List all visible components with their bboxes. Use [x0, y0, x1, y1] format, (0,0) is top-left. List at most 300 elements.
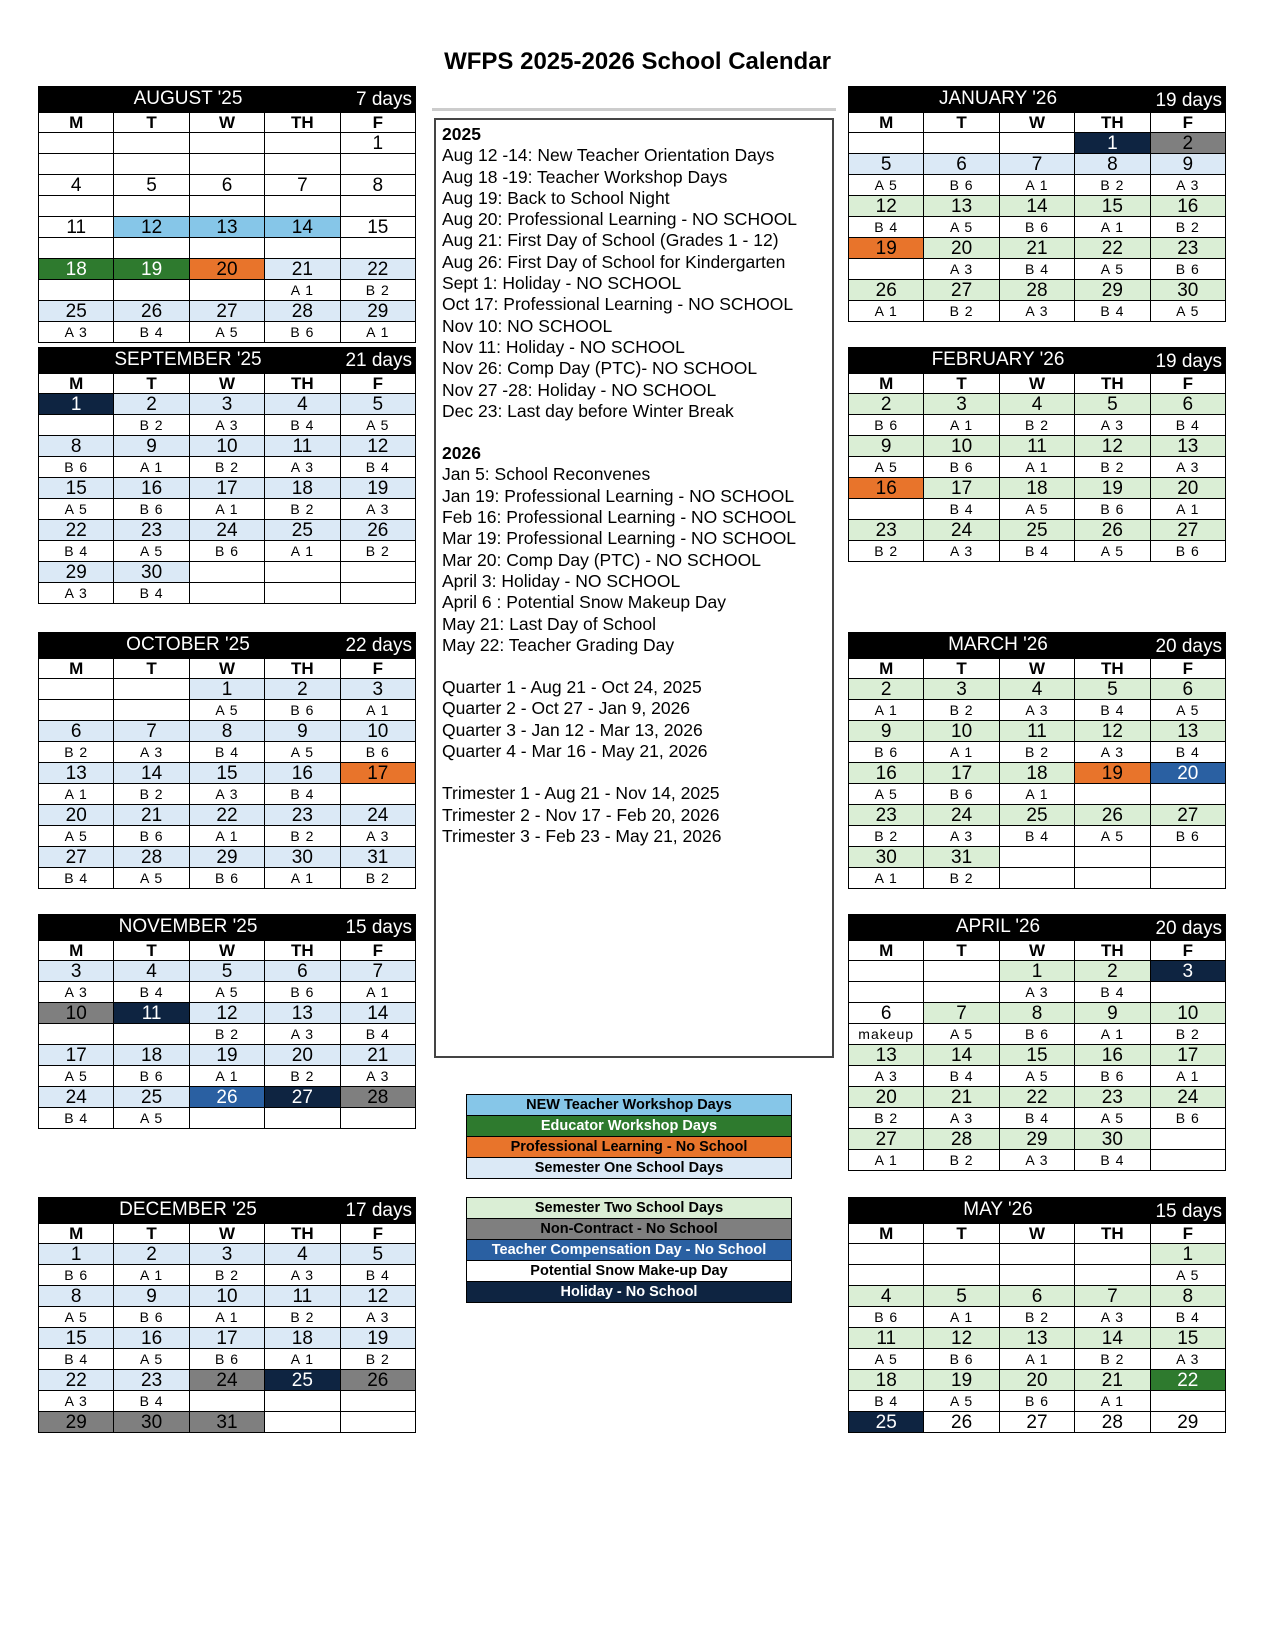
date-cell [1075, 1244, 1150, 1265]
day-code-cell: B 4 [265, 784, 340, 805]
page-title: WFPS 2025-2026 School Calendar [444, 48, 831, 75]
day-code-cell: B 4 [265, 415, 340, 436]
date-cell: 28 [999, 280, 1074, 301]
week-day-code-row [849, 499, 1226, 520]
day-code-cell: B 4 [924, 1066, 999, 1087]
day-code-cell: B 6 [265, 322, 340, 343]
date-cell: 19 [189, 1045, 264, 1066]
day-code-cell: A 3 [39, 982, 114, 1003]
day-code-cell: A 5 [189, 982, 264, 1003]
date-cell: 17 [340, 763, 415, 784]
date-cell: 10 [1150, 1003, 1225, 1024]
day-code-cell: B 6 [924, 457, 999, 478]
day-code-cell: A 3 [265, 1024, 340, 1045]
date-cell: 22 [1150, 1370, 1225, 1391]
day-code-cell: A 5 [1150, 700, 1225, 721]
date-cell: 10 [189, 436, 264, 457]
week-date-row [849, 238, 1226, 259]
month-grid [38, 940, 416, 1129]
day-code-cell: B 6 [924, 784, 999, 805]
week-date-row [849, 520, 1226, 541]
day-code-cell: A 3 [340, 826, 415, 847]
date-cell: 5 [114, 175, 189, 196]
date-cell: 31 [340, 847, 415, 868]
legend-row [467, 1095, 792, 1116]
weekday-header: T [924, 659, 999, 679]
date-cell: 18 [265, 478, 340, 499]
day-code-cell: B 6 [39, 1265, 114, 1286]
date-cell [39, 679, 114, 700]
day-code-cell: B 2 [340, 280, 415, 301]
date-cell: 15 [39, 478, 114, 499]
day-code-cell: A 1 [265, 541, 340, 562]
day-code-cell: A 5 [849, 784, 924, 805]
date-cell: 3 [189, 1244, 264, 1265]
date-cell: 27 [1150, 520, 1225, 541]
day-code-cell [340, 583, 415, 604]
important-dates-panel [434, 118, 834, 1058]
date-cell [924, 133, 999, 154]
week-date-row [849, 721, 1226, 742]
week-day-code-row [849, 1349, 1226, 1370]
day-code-cell: A 1 [924, 742, 999, 763]
date-cell: 25 [39, 301, 114, 322]
day-code-cell: B 4 [114, 1391, 189, 1412]
day-code-cell: A 5 [1075, 541, 1150, 562]
legend-row [467, 1116, 792, 1137]
day-code-cell: B 4 [924, 499, 999, 520]
weekday-header: T [924, 1224, 999, 1244]
day-code-cell: B 4 [1075, 700, 1150, 721]
date-cell: 21 [999, 238, 1074, 259]
day-code-cell: A 1 [1075, 217, 1150, 238]
day-code-cell: B 4 [999, 1108, 1074, 1129]
day-code-cell: A 1 [1150, 1066, 1225, 1087]
day-code-cell [1150, 784, 1225, 805]
date-cell: 11 [849, 1328, 924, 1349]
date-cell: 18 [999, 478, 1074, 499]
day-code-cell [924, 1265, 999, 1286]
weekday-header: M [849, 659, 924, 679]
week-date-row [39, 394, 416, 415]
date-cell [999, 133, 1074, 154]
legend-row [467, 1198, 792, 1219]
day-code-cell: A 1 [189, 1066, 264, 1087]
year-heading: 2025 [442, 124, 481, 144]
week-date-row [39, 562, 416, 583]
weekday-header: M [39, 1224, 114, 1244]
quarter-line: Quarter 2 - Oct 27 - Jan 9, 2026 [442, 698, 691, 719]
day-code-cell: B 6 [849, 415, 924, 436]
day-code-cell: B 4 [1150, 742, 1225, 763]
day-code-cell [189, 154, 264, 175]
date-cell: 5 [1075, 394, 1150, 415]
date-cell: 30 [114, 1412, 189, 1433]
month-october [38, 632, 416, 889]
week-day-code-row [849, 541, 1226, 562]
weekday-header: TH [265, 941, 340, 961]
month-name: SEPTEMBER '25 [114, 349, 262, 370]
date-cell: 9 [114, 436, 189, 457]
date-cell: 15 [1075, 196, 1150, 217]
day-code-cell [114, 280, 189, 301]
day-code-cell: B 2 [189, 1265, 264, 1286]
date-cell: 12 [924, 1328, 999, 1349]
date-cell: 22 [39, 1370, 114, 1391]
date-cell [924, 961, 999, 982]
date-cell: 6 [924, 154, 999, 175]
date-cell: 14 [999, 196, 1074, 217]
date-cell: 12 [340, 1286, 415, 1307]
date-cell: 10 [340, 721, 415, 742]
date-cell: 24 [189, 1370, 264, 1391]
week-day-code-row [849, 1265, 1226, 1286]
month-name: AUGUST '25 [133, 88, 243, 109]
weekday-header-row [849, 941, 1226, 961]
day-code-cell [39, 154, 114, 175]
day-code-cell: A 3 [39, 1391, 114, 1412]
week-day-code-row [849, 784, 1226, 805]
weekday-header: W [999, 374, 1074, 394]
day-code-cell: A 5 [189, 700, 264, 721]
date-cell: 20 [39, 805, 114, 826]
day-code-cell: B 4 [849, 217, 924, 238]
weekday-header: W [189, 113, 264, 133]
date-cell: 4 [999, 679, 1074, 700]
weekday-header-row [39, 1224, 416, 1244]
day-code-cell: B 6 [114, 499, 189, 520]
month-grid [848, 1223, 1226, 1433]
week-date-row [39, 1286, 416, 1307]
week-date-row [39, 763, 416, 784]
day-code-cell: A 1 [340, 322, 415, 343]
date-cell: 13 [1150, 436, 1225, 457]
week-day-code-row [39, 583, 416, 604]
important-date-line: Mar 19: Professional Learning - NO SCHOOL [442, 528, 797, 549]
weekday-header: TH [265, 1224, 340, 1244]
day-code-cell: A 3 [189, 415, 264, 436]
day-code-cell: A 3 [849, 1066, 924, 1087]
date-cell: 22 [340, 259, 415, 280]
month-header [848, 86, 1226, 112]
date-cell: 8 [999, 1003, 1074, 1024]
important-date-line: Aug 26: First Day of School for Kindergarten [442, 251, 786, 272]
day-code-cell: B 2 [1150, 1024, 1225, 1045]
day-code-cell: A 5 [1150, 301, 1225, 322]
date-cell: 2 [849, 679, 924, 700]
month-name: OCTOBER '25 [126, 634, 250, 655]
important-date-line: Jan 19: Professional Learning - NO SCHOOL [442, 485, 795, 506]
date-cell: 16 [849, 478, 924, 499]
weekday-header: T [924, 374, 999, 394]
date-cell: 26 [924, 1412, 999, 1433]
legend-item: Semester One School Days [467, 1158, 792, 1179]
date-cell: 30 [849, 847, 924, 868]
week-day-code-row [39, 700, 416, 721]
day-code-cell: A 3 [340, 1066, 415, 1087]
day-code-cell [340, 784, 415, 805]
day-code-cell: A 5 [114, 1108, 189, 1129]
date-cell [849, 133, 924, 154]
legend-item: Holiday - No School [467, 1282, 792, 1303]
day-code-cell [39, 196, 114, 217]
month-april [848, 914, 1226, 1171]
date-cell: 24 [1150, 1087, 1225, 1108]
date-cell: 25 [265, 520, 340, 541]
day-code-cell [114, 196, 189, 217]
day-code-cell: A 5 [39, 1307, 114, 1328]
date-cell: 16 [849, 763, 924, 784]
important-date-line: Mar 20: Comp Day (PTC) - NO SCHOOL [442, 549, 761, 570]
weekday-header: W [999, 659, 1074, 679]
school-days-count: 17 days [338, 1197, 416, 1223]
day-code-cell: B 2 [340, 868, 415, 889]
day-code-cell: B 2 [849, 826, 924, 847]
month-may [848, 1197, 1226, 1433]
important-date-line: Oct 17: Professional Learning - NO SCHOOL [442, 294, 794, 315]
month-grid [38, 658, 416, 889]
month-january [848, 86, 1226, 322]
day-code-cell: B 2 [924, 1150, 999, 1171]
school-days-count: 19 days [1148, 351, 1226, 373]
week-date-row [849, 1003, 1226, 1024]
weekday-header: TH [1075, 374, 1150, 394]
date-cell: 3 [924, 394, 999, 415]
date-cell: 30 [1075, 1129, 1150, 1150]
day-code-cell [265, 196, 340, 217]
weekday-header: F [340, 1224, 415, 1244]
day-code-cell: B 6 [114, 1066, 189, 1087]
date-cell: 23 [849, 805, 924, 826]
day-code-cell: A 1 [265, 280, 340, 301]
day-code-cell [340, 1108, 415, 1129]
day-code-cell: A 1 [849, 700, 924, 721]
month-name: FEBRUARY '26 [931, 349, 1065, 370]
week-date-row [39, 478, 416, 499]
date-cell: 15 [39, 1328, 114, 1349]
day-code-cell [1150, 982, 1225, 1003]
day-code-cell [265, 154, 340, 175]
month-grid [38, 1223, 416, 1433]
legend-item: Non-Contract - No School [467, 1219, 792, 1240]
week-day-code-row [39, 982, 416, 1003]
day-code-cell: B 4 [114, 322, 189, 343]
day-code-cell: B 4 [189, 742, 264, 763]
date-cell: 6 [849, 1003, 924, 1024]
day-code-cell: A 3 [340, 499, 415, 520]
day-code-cell [340, 154, 415, 175]
week-day-code-row [849, 1066, 1226, 1087]
weekday-header-row [39, 941, 416, 961]
week-date-row [849, 679, 1226, 700]
date-cell: 28 [924, 1129, 999, 1150]
week-day-code-row [39, 196, 416, 217]
day-code-cell: B 6 [1075, 499, 1150, 520]
date-cell: 29 [999, 1129, 1074, 1150]
date-cell: 13 [189, 217, 264, 238]
day-code-cell: B 6 [114, 826, 189, 847]
date-cell: 9 [1075, 1003, 1150, 1024]
date-cell: 12 [849, 196, 924, 217]
week-date-row [39, 1328, 416, 1349]
day-code-cell: A 5 [114, 868, 189, 889]
week-day-code-row [849, 700, 1226, 721]
date-cell: 29 [39, 1412, 114, 1433]
date-cell: 29 [340, 301, 415, 322]
weekday-header: T [114, 659, 189, 679]
date-cell: 20 [924, 238, 999, 259]
day-code-cell: B 6 [189, 868, 264, 889]
important-date-line: Nov 26: Comp Day (PTC)- NO SCHOOL [442, 358, 758, 379]
month-grid [848, 940, 1226, 1171]
day-code-cell: B 2 [265, 499, 340, 520]
date-cell: 1 [340, 133, 415, 154]
legend-row [467, 1219, 792, 1240]
week-date-row [849, 805, 1226, 826]
school-days-count: 19 days [1148, 90, 1226, 112]
month-february [848, 347, 1226, 562]
date-cell: 5 [340, 1244, 415, 1265]
date-cell: 1 [189, 679, 264, 700]
day-code-cell: B 4 [340, 1024, 415, 1045]
day-code-cell: A 3 [114, 742, 189, 763]
date-cell [340, 562, 415, 583]
date-cell: 24 [340, 805, 415, 826]
day-code-cell: A 1 [189, 826, 264, 847]
date-cell: 28 [1075, 1412, 1150, 1433]
date-cell: 13 [1150, 721, 1225, 742]
date-cell: 2 [849, 394, 924, 415]
weekday-header: T [114, 1224, 189, 1244]
day-code-cell: A 5 [924, 217, 999, 238]
important-date-line: Aug 19: Back to School Night [442, 187, 670, 208]
day-code-cell: A 5 [1075, 1108, 1150, 1129]
day-code-cell: A 3 [1150, 457, 1225, 478]
date-cell: 14 [114, 763, 189, 784]
month-header [848, 1197, 1226, 1223]
date-cell: 8 [340, 175, 415, 196]
date-cell: 31 [924, 847, 999, 868]
day-code-cell: A 1 [114, 1265, 189, 1286]
weekday-header: TH [1075, 1224, 1150, 1244]
day-code-cell: B 4 [849, 1391, 924, 1412]
month-grid [848, 112, 1226, 322]
weekday-header-row [849, 659, 1226, 679]
weekday-header: M [849, 113, 924, 133]
legend-row [467, 1261, 792, 1282]
day-code-cell: A 1 [1150, 499, 1225, 520]
date-cell: 20 [1150, 763, 1225, 784]
day-code-cell: A 5 [39, 826, 114, 847]
day-code-cell [1150, 1391, 1225, 1412]
date-cell: 10 [924, 721, 999, 742]
day-code-cell: A 3 [999, 1150, 1074, 1171]
date-cell: 6 [1150, 394, 1225, 415]
date-cell: 2 [265, 679, 340, 700]
date-cell: 21 [265, 259, 340, 280]
important-date-line: Aug 12 -14: New Teacher Orientation Days [442, 145, 775, 166]
date-cell: 14 [265, 217, 340, 238]
important-date-line: Feb 16: Professional Learning - NO SCHOOL [442, 507, 797, 528]
date-cell: 18 [39, 259, 114, 280]
day-code-cell: B 4 [1075, 982, 1150, 1003]
important-date-line: May 22: Teacher Grading Day [442, 634, 675, 655]
legend-row [467, 1158, 792, 1179]
important-date-line: Dec 23: Last day before Winter Break [442, 400, 734, 421]
date-cell: 5 [924, 1286, 999, 1307]
weekday-header: T [114, 941, 189, 961]
day-code-cell: makeup [849, 1024, 924, 1045]
week-day-code-row [849, 1024, 1226, 1045]
date-cell: 17 [189, 1328, 264, 1349]
day-code-cell: B 2 [999, 415, 1074, 436]
weekday-header: TH [1075, 941, 1150, 961]
date-cell [265, 562, 340, 583]
weekday-header: M [39, 374, 114, 394]
date-cell: 20 [265, 1045, 340, 1066]
weekday-header-row [39, 113, 416, 133]
day-code-cell: B 2 [189, 1024, 264, 1045]
day-code-cell: B 4 [39, 1108, 114, 1129]
week-date-row [849, 1129, 1226, 1150]
date-cell: 27 [999, 1412, 1074, 1433]
day-code-cell: A 1 [999, 1349, 1074, 1370]
day-code-cell: B 2 [924, 700, 999, 721]
date-cell: 29 [1150, 1412, 1225, 1433]
week-date-row [849, 1087, 1226, 1108]
trimester-line: Trimester 2 - Nov 17 - Feb 20, 2026 [442, 804, 720, 825]
date-cell: 31 [189, 1412, 264, 1433]
day-code-cell [114, 700, 189, 721]
week-day-code-row [849, 1391, 1226, 1412]
date-cell: 26 [1075, 805, 1150, 826]
date-cell: 8 [39, 1286, 114, 1307]
day-code-cell: B 4 [39, 1349, 114, 1370]
important-date-line: Sept 1: Holiday - NO SCHOOL [442, 273, 682, 294]
day-code-cell: A 5 [265, 742, 340, 763]
day-code-cell: B 6 [189, 541, 264, 562]
day-code-cell: A 3 [1150, 1349, 1225, 1370]
week-day-code-row [849, 1307, 1226, 1328]
date-cell: 26 [189, 1087, 264, 1108]
weekday-header: TH [265, 659, 340, 679]
school-days-count: 20 days [1148, 636, 1226, 658]
day-code-cell [1150, 868, 1225, 889]
day-code-cell: B 4 [114, 583, 189, 604]
day-code-cell: A 1 [39, 784, 114, 805]
date-cell: 15 [999, 1045, 1074, 1066]
date-cell: 8 [189, 721, 264, 742]
week-date-row [849, 280, 1226, 301]
day-code-cell: A 3 [1075, 742, 1150, 763]
date-cell: 6 [189, 175, 264, 196]
notes-divider [432, 108, 836, 111]
date-cell: 5 [849, 154, 924, 175]
day-code-cell [265, 1108, 340, 1129]
date-cell: 20 [189, 259, 264, 280]
date-cell: 19 [1075, 478, 1150, 499]
day-code-cell: A 5 [849, 457, 924, 478]
day-code-cell [39, 280, 114, 301]
date-cell: 26 [340, 520, 415, 541]
week-date-row [849, 154, 1226, 175]
day-code-cell: B 2 [999, 1307, 1074, 1328]
important-date-line: Aug 20: Professional Learning - NO SCHOOL [442, 209, 798, 230]
week-day-code-row [39, 826, 416, 847]
day-code-cell: B 4 [1075, 1150, 1150, 1171]
week-day-code-row [849, 457, 1226, 478]
day-code-cell: A 3 [265, 1265, 340, 1286]
